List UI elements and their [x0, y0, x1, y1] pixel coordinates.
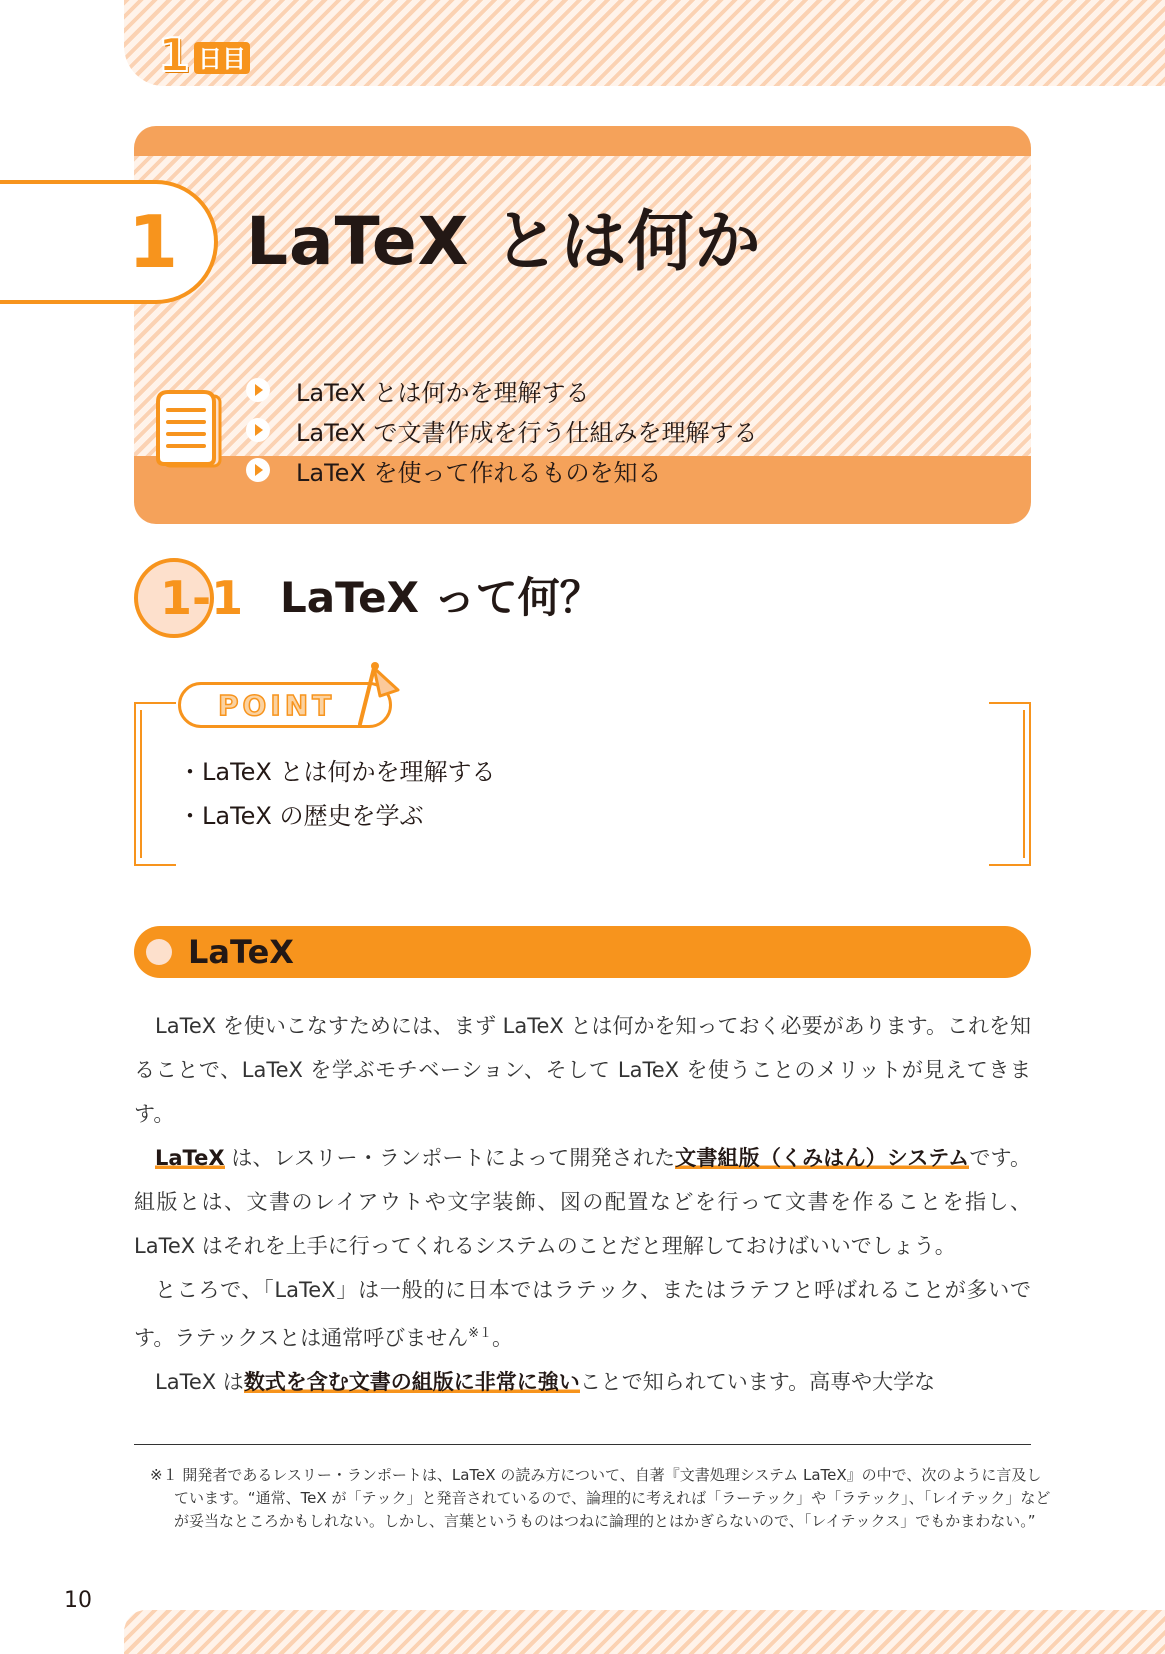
- footer-stripe-band: [124, 1610, 1165, 1654]
- point-item: ・ LaTeX の歴史を学ぶ: [178, 794, 496, 838]
- subsection-title: LaTeX: [188, 933, 294, 971]
- key-term: LaTeX: [155, 1146, 225, 1170]
- point-label: POINT: [218, 689, 336, 722]
- play-bullet-icon: [246, 418, 270, 442]
- play-bullet-icon: [246, 378, 270, 402]
- day-label: [158, 28, 250, 82]
- section-title: LaTeX って何？: [280, 573, 602, 622]
- play-bullet-icon: [246, 458, 270, 482]
- paragraph: ところで、「LaTeX」は一般的に日本ではラテック、またはラテフと呼ばれることが多いです。ラテックスとは通常呼びません$^{※1}$。: [134, 1278, 1031, 1350]
- chapter-number: 1: [128, 200, 179, 284]
- paragraph: LaTeX は数式を含む文書の組版に非常に強いことで知られています。高専や大学な: [155, 1370, 936, 1394]
- heading-dot-icon: [146, 939, 172, 965]
- paragraph: LaTeX は、レスリー・ランポートによって開発された文書組版（くみはん）システムです。組版とは、文書のレイアウトや文字装飾、図の配置などを行って文書を作ることを指し、LaTeX はそれを上手に行ってくれるシステムのことだと理解しておけばいいでしょう。: [134, 1146, 1032, 1258]
- chapter-goals: [134, 330, 1031, 524]
- point-bracket-left: [134, 702, 176, 866]
- day-number: 1: [158, 28, 191, 82]
- page-number: 10: [64, 1588, 92, 1613]
- goal-item: LaTeX とは何かを理解する: [246, 370, 758, 410]
- paragraph: LaTeX を使いこなすためには、まず LaTeX とは何かを知っておく必要があります。これを知ることで、LaTeX を学ぶモチベーション、そして LaTeX を使うことのメリットが見えてきます。: [134, 1014, 1031, 1126]
- chapter-number-tab: [0, 180, 218, 304]
- section-number: 1-1: [160, 571, 244, 625]
- point-item: ・ LaTeX とは何かを理解する: [178, 750, 496, 794]
- footnote-marker: ※１: [468, 1326, 493, 1341]
- body-text: [134, 1004, 1031, 1404]
- point-list: [178, 750, 496, 838]
- goal-item: LaTeX で文書作成を行う仕組みを理解する: [246, 410, 758, 450]
- goal-list: [246, 370, 758, 490]
- day-suffix: 日目: [194, 42, 250, 74]
- key-term: 数式を含む文書の組版に非常に強い: [243, 1370, 580, 1394]
- document-icon: [154, 388, 224, 470]
- goal-item: LaTeX を使って作れるものを知る: [246, 450, 758, 490]
- flag-icon: [354, 660, 402, 728]
- chapter-title: LaTeX とは何か: [246, 203, 762, 280]
- key-term: 文書組版（くみはん）システム: [675, 1146, 970, 1170]
- header-stripe-band: [124, 0, 1165, 86]
- footnote: ※１ 開発者であるレスリー・ランポートは、LaTeX の読み方について、自著『文書処理システム LaTeX』の中で、次のように言及しています。“通常、TeX が「テック」と発音されているので、論理的に考えれば「ラーテック」や「ラテック」、「レイテック」などが妥当なところかもしれない。しかし、言葉というものはつねに論理的とはかぎらないので、「レイテックス」でもかまわない。”: [150, 1466, 1051, 1530]
- point-bracket-right: [989, 702, 1031, 866]
- footnote-divider: [134, 1444, 1031, 1445]
